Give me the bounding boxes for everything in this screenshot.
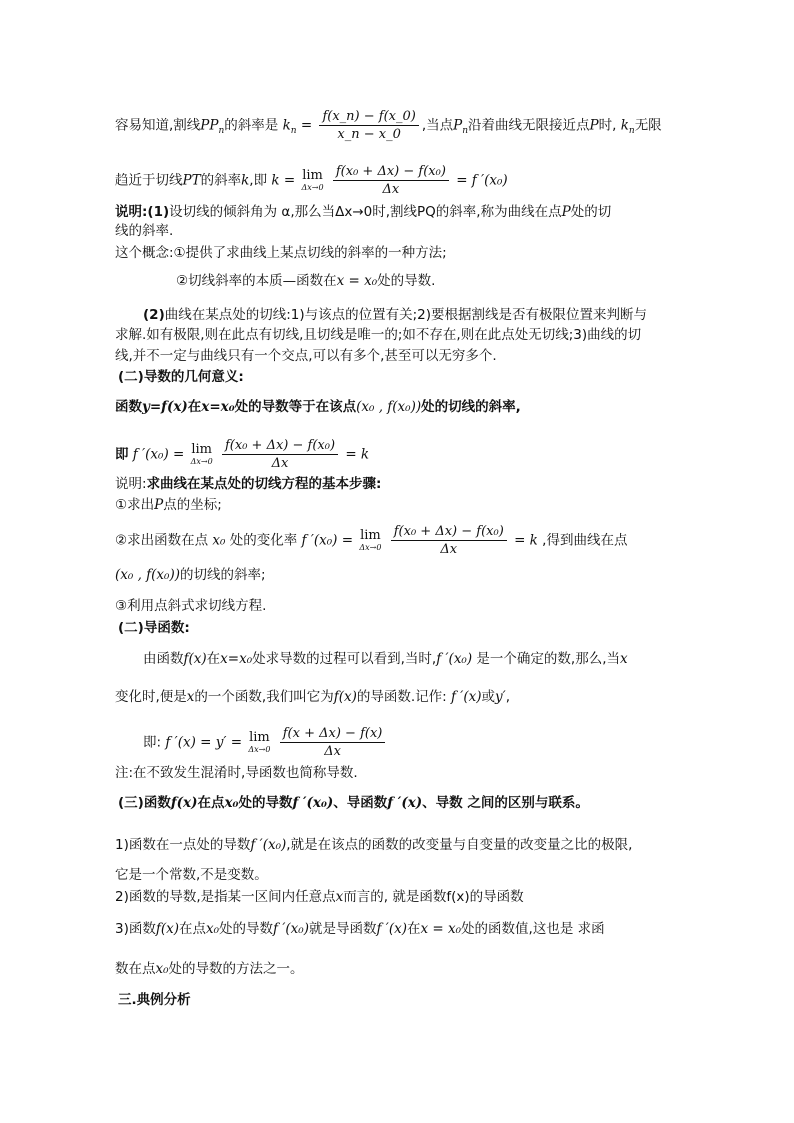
math-x0: x=x₀ [220, 651, 253, 667]
text: 处的切线的斜率, [421, 399, 521, 415]
math-fprime: f ′(x₀) [273, 921, 309, 937]
text: 在 [406, 921, 421, 937]
text: 是一个确定的数,那么,当 [476, 651, 621, 667]
derivative-fraction [222, 437, 338, 472]
fraction-denominator: Δx [382, 182, 400, 197]
text: 的斜率是 [224, 117, 279, 134]
limit-subscript: Δx→0 [359, 543, 382, 552]
step-2-continued-line [115, 566, 266, 584]
text: 在 [206, 651, 221, 667]
limit-subscript: Δx→0 [301, 183, 324, 192]
text-line: 它是一个常数,不是变数。 [115, 867, 268, 883]
text-line: ③利用点斜式求切线方程. [115, 598, 267, 614]
math-sub: n [628, 126, 635, 137]
derivative-fraction [333, 163, 449, 198]
math-eq: = k [514, 532, 538, 549]
limit-subscript: Δx→0 [248, 745, 271, 754]
text: 数在点 [115, 961, 156, 977]
text: (三)函数 [118, 795, 171, 811]
text: 的斜率 [200, 172, 242, 189]
math-fprime: f ′(x) [387, 795, 423, 811]
text: ,就是在该点的函数的改变量与自变量的改变量之比的极限, [286, 837, 633, 853]
math-fprime: f ′(x) [451, 689, 482, 705]
text: 由函数 [143, 651, 184, 667]
math-pt: PT [182, 172, 201, 189]
concept-2-line [176, 272, 435, 290]
text: 即: [143, 734, 162, 751]
text: 沿着曲线无限接近点 [468, 117, 590, 134]
text: 处的导数等于在该点 [234, 399, 357, 415]
text: 在点 [197, 795, 225, 811]
derivative-fraction [280, 725, 386, 760]
math-x: x [335, 889, 344, 905]
fraction-numerator: f(x₀ + Δx) − f(x₀) [333, 163, 449, 181]
secant-slope-line [115, 108, 662, 143]
geometric-meaning-line [115, 398, 521, 416]
limit-word: lim [191, 442, 212, 457]
text-line: 线,并不一定与曲线只有一个交点,可以有多个,甚至可以无穷多个. [115, 348, 497, 364]
math-yprime: y′ [495, 689, 506, 705]
math-kn: k [620, 117, 629, 134]
text: 处的导数 [238, 795, 293, 811]
fraction-numerator: f(x₀ + Δx) − f(x₀) [391, 523, 507, 541]
note-label: 说明:(1) [115, 204, 170, 220]
limit-word: lim [302, 168, 323, 183]
math-pn: P [453, 117, 463, 134]
text: 或 [481, 689, 496, 705]
text: 的一个函数,我们叫它为 [194, 689, 334, 705]
relation-2-line [115, 888, 524, 906]
math-f: f(x) [333, 689, 357, 705]
text: 、导数 之间的区别与联系。 [422, 795, 589, 811]
math-x0: x = x₀ [420, 921, 462, 937]
section-heading: (二)导函数: [118, 620, 190, 636]
text: 即 [115, 446, 129, 463]
fraction-denominator: Δx [324, 744, 341, 759]
text: 设切线的倾斜角为 α,那么当Δx→0时,割线PQ的斜率,称为曲线在点 [169, 204, 562, 220]
limit-operator [359, 529, 381, 552]
fraction-numerator: f(x₀ + Δx) − f(x₀) [222, 437, 338, 455]
text: 处的导数的方法之一。 [168, 961, 304, 977]
math-point: (x₀ , f(x₀)) [115, 567, 180, 583]
limit-operator [301, 169, 323, 192]
fraction-numerator: f(x + Δx) − f(x) [280, 725, 386, 743]
math-eq: = [300, 117, 313, 134]
math-x0: x₀ [224, 795, 239, 811]
note-1-line [115, 203, 611, 221]
derivative-definition-line [115, 437, 369, 472]
fraction-denominator: Δx [440, 542, 458, 557]
secant-slope-fraction [319, 108, 418, 143]
text: 处的导数 [219, 921, 274, 937]
math-p: P [589, 117, 599, 134]
text: 3)函数 [115, 921, 156, 937]
text: 曲线在某点处的切线:1)与该点的位置有关;2)要根据割线是否有极限位置来判断与 [164, 307, 648, 323]
limit-subscript: Δx→0 [190, 457, 213, 466]
math-f: f ′(x) = y′ = [165, 734, 243, 751]
math-f: f(x) [183, 651, 207, 667]
step-2-line [115, 523, 627, 558]
text: 而言的, 就是函数f(x)的导函数 [343, 889, 524, 905]
math-pp: PP [200, 117, 219, 134]
derived-function-line-2 [115, 688, 510, 706]
math-p: P [561, 204, 571, 220]
text: 2)函数的导数,是指某一区间内任意点 [115, 889, 336, 905]
math-fprime: f ′(x₀) [436, 651, 473, 667]
math-eq: = f ′(x₀) [456, 172, 508, 189]
text: ,即 [249, 172, 268, 189]
text: 变化时,便是 [115, 689, 187, 705]
text: 容易知道,割线 [115, 117, 201, 134]
derived-function-definition-line [143, 725, 388, 760]
math-f: f ′(x₀) = [132, 446, 185, 463]
text: 在点 [179, 921, 207, 937]
text: 无限 [634, 117, 662, 134]
math-f: f(x) [170, 795, 198, 811]
math-x0: x₀ [206, 921, 220, 937]
text: 1)函数在一点处的导数 [115, 837, 251, 853]
text: 在 [187, 399, 202, 415]
step-1-line [115, 496, 222, 514]
tangent-slope-line [115, 163, 508, 198]
limit-operator [191, 443, 213, 466]
math-x0: x=x₀ [201, 399, 235, 415]
text: 求曲线在某点处的切线方程的基本步骤: [146, 476, 382, 492]
math-fprime: f ′(x₀) [250, 837, 287, 853]
text: 处的切 [570, 204, 612, 220]
section-heading [118, 794, 589, 812]
text: 处的导数. [377, 273, 436, 289]
text: 点的坐标; [163, 497, 222, 513]
math-k: k [241, 172, 250, 189]
relation-1-line [115, 836, 632, 854]
text: ,当点 [421, 117, 454, 134]
text: 处的函数值,这也是 求函 [461, 921, 605, 937]
math-x: x [186, 689, 195, 705]
derivative-fraction [391, 523, 507, 558]
steps-heading-line [115, 475, 381, 493]
text-line: 求解.如有极限,则在此点有切线,且切线是唯一的;如不存在,则在此点处无切线;3)曲线的切 [115, 327, 642, 343]
text: 处的变化率 [229, 532, 298, 549]
math-fprime: f ′(x₀) [292, 795, 334, 811]
text: 函数 [115, 399, 142, 415]
text: 说明: [115, 476, 147, 492]
limit-operator [248, 731, 270, 754]
text: ①求出 [115, 497, 155, 513]
math-sub: n [218, 126, 225, 137]
math-f: f(x) [155, 921, 180, 937]
text: , [505, 689, 511, 705]
text: ②求出函数在点 [115, 532, 209, 549]
note-label: (2) [143, 307, 165, 323]
relation-3-line [115, 920, 605, 938]
note-2-line [143, 306, 647, 324]
math-f: y=f(x) [142, 399, 188, 415]
text: 时, [598, 117, 617, 134]
math-eq: = k [345, 446, 370, 463]
math-p: P [154, 497, 164, 513]
math-kn: k [282, 117, 291, 134]
text: 、导函数 [333, 795, 388, 811]
math-k: k = [271, 172, 296, 189]
text: 的切线的斜率; [180, 567, 266, 583]
text-line: 线的斜率. [115, 223, 174, 239]
math-x0: x = x₀ [336, 273, 378, 289]
text: 趋近于切线 [115, 172, 183, 189]
text: 处求导数的过程可以看到,当时, [252, 651, 437, 667]
fraction-numerator: f(x_n) − f(x_0) [319, 108, 418, 126]
text-line: 这个概念:①提供了求曲线上某点切线的斜率的一种方法; [115, 245, 447, 261]
math-f: f ′(x₀) = [301, 532, 354, 549]
section-heading: (二)导数的几何意义: [118, 369, 244, 385]
relation-3-continued-line [115, 960, 304, 978]
math-x: x [620, 651, 628, 667]
fraction-denominator: x_n − x_0 [337, 127, 401, 142]
math-sub: n [462, 126, 469, 137]
text-line: 注:在不致发生混淆时,导函数也简称导数. [115, 765, 358, 781]
limit-word: lim [249, 730, 270, 745]
section-heading: 三.典例分析 [118, 992, 191, 1008]
limit-word: lim [360, 528, 381, 543]
text: ,得到曲线在点 [542, 532, 628, 549]
math-fprime: f ′(x) [376, 921, 407, 937]
math-x0: x₀ [212, 532, 226, 549]
fraction-denominator: Δx [271, 456, 289, 471]
text: 的导函数.记作: [356, 689, 447, 705]
derived-function-line-1 [143, 650, 628, 668]
text: ②切线斜率的本质—函数在 [176, 273, 337, 289]
text: 就是导函数 [308, 921, 377, 937]
math-sub: n [290, 126, 297, 137]
math-x0: x₀ [155, 961, 169, 977]
math-point: (x₀ , f(x₀)) [356, 399, 422, 415]
